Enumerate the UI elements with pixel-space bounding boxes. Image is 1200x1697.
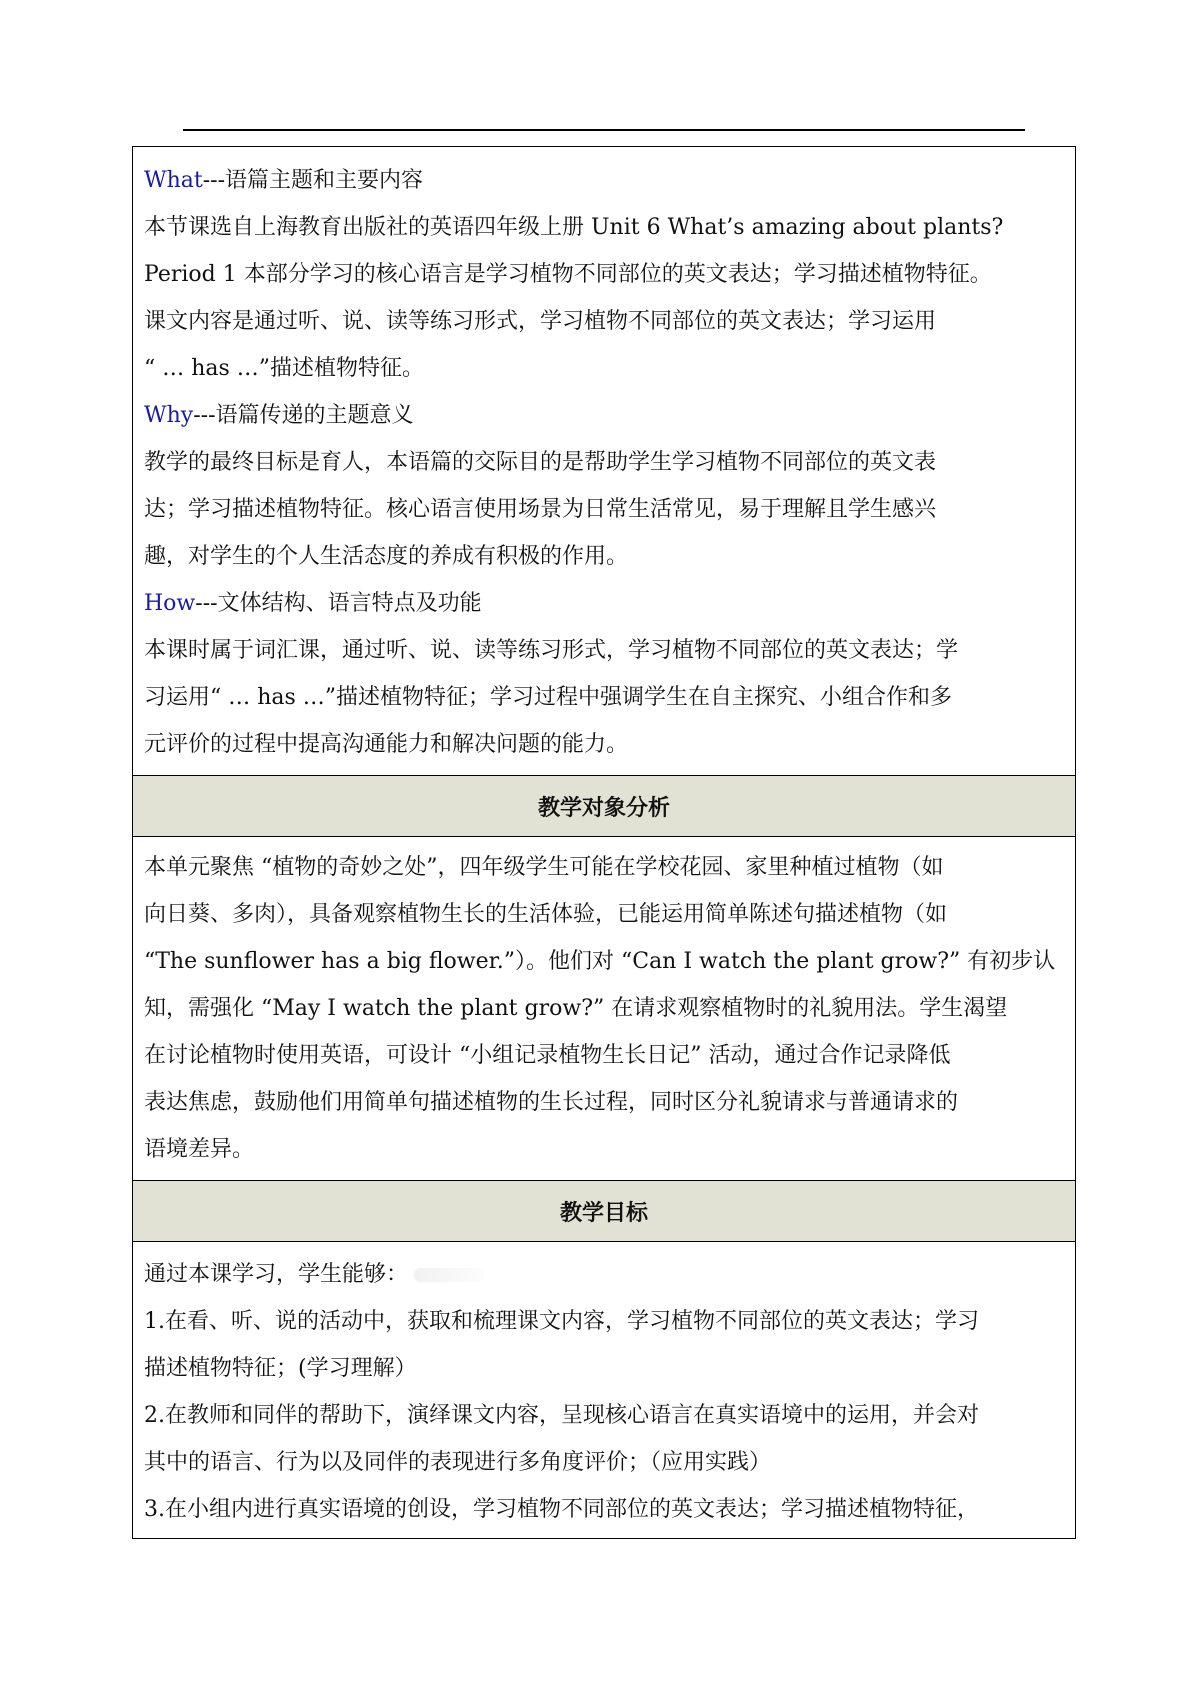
- paragraph-line: 课文内容是通过听、说、读等练习形式，学习植物不同部位的英文表达；学习运用: [144, 309, 937, 334]
- why-label: Why: [144, 403, 194, 428]
- watermark-smudge: [414, 1268, 484, 1282]
- what-heading: [144, 157, 1065, 204]
- objective-line: 1.在看、听、说的活动中，获取和梳理课文内容，学习植物不同部位的英文表达；学习: [144, 1309, 979, 1334]
- student-analysis-cell: [133, 837, 1075, 1180]
- section-header-student-analysis: 教学对象分析: [133, 775, 1075, 837]
- lesson-plan-table: [132, 146, 1076, 1539]
- how-label: How: [144, 591, 196, 616]
- paragraph-line: 达；学习描述植物特征。核心语言使用场景为日常生活常见，易于理解且学生感兴: [144, 497, 937, 522]
- objectives-intro: [144, 1251, 1065, 1298]
- objective-line: 其中的语言、行为以及同伴的表现进行多角度评价；（应用实践）: [144, 1450, 772, 1475]
- paragraph-line: 趣，对学生的个人生活态度的养成有积极的作用。: [144, 544, 629, 569]
- paragraph-line: 在讨论植物时使用英语，可设计 “小组记录植物生长日记” 活动，通过合作记录降低: [144, 1043, 951, 1068]
- paragraph-line: “The sunflower has a big flower.”）。他们对 “Can I watch the plant grow?” 有初步认: [144, 949, 1056, 974]
- header-rule: [183, 129, 1025, 131]
- paragraph-line: 语境差异。: [144, 1137, 255, 1162]
- why-heading: [144, 392, 1065, 439]
- how-heading: [144, 580, 1065, 627]
- section-header-teaching-objectives: 教学目标: [133, 1180, 1075, 1242]
- paragraph-line: 表达焦虑，鼓励他们用简单句描述植物的生长过程，同时区分礼貌请求与普通请求的: [144, 1090, 959, 1115]
- what-label: What: [144, 168, 203, 193]
- paragraph-line: 本单元聚焦 “植物的奇妙之处”，四年级学生可能在学校花园、家里种植过植物（如: [144, 855, 944, 880]
- objective-line: 3.在小组内进行真实语境的创设，学习植物不同部位的英文表达；学习描述植物特征，: [144, 1497, 979, 1522]
- text-analysis-cell: [133, 147, 1075, 775]
- teaching-objectives-cell: [133, 1242, 1075, 1538]
- how-title: ---文体结构、语言特点及功能: [195, 591, 482, 616]
- paragraph-line: “ … has …”描述植物特征。: [144, 356, 425, 381]
- paragraph-line: 元评价的过程中提高沟通能力和解决问题的能力。: [144, 732, 629, 757]
- paragraph-line: 教学的最终目标是育人，本语篇的交际目的是帮助学生学习植物不同部位的英文表: [144, 450, 937, 475]
- paragraph-line: Period 1 本部分学习的核心语言是学习植物不同部位的英文表达；学习描述植物特征。: [144, 262, 992, 287]
- paragraph-line: 习运用“ … has …”描述植物特征；学习过程中强调学生在自主探究、小组合作和多: [144, 685, 953, 710]
- intro-text: 通过本课学习，学生能够：: [144, 1262, 409, 1287]
- paragraph-line: 向日葵、多肉），具备观察植物生长的生活体验，已能运用简单陈述句描述植物（如: [144, 902, 948, 927]
- why-title: ---语篇传递的主题意义: [193, 403, 414, 428]
- what-title: ---语篇主题和主要内容: [202, 168, 424, 193]
- objective-line: 描述植物特征；(学习理解）: [144, 1356, 417, 1381]
- paragraph-line: 本课时属于词汇课，通过听、说、读等练习形式，学习植物不同部位的英文表达；学: [144, 638, 959, 663]
- paragraph-line: 知，需强化 “May I watch the plant grow?” 在请求观察植物时的礼貌用法。学生渴望: [144, 996, 1008, 1021]
- objective-line: 2.在教师和同伴的帮助下，演绎课文内容，呈现核心语言在真实语境中的运用，并会对: [144, 1403, 979, 1428]
- paragraph-line: 本节课选自上海教育出版社的英语四年级上册 Unit 6 What’s amazing about plants?: [144, 215, 1004, 240]
